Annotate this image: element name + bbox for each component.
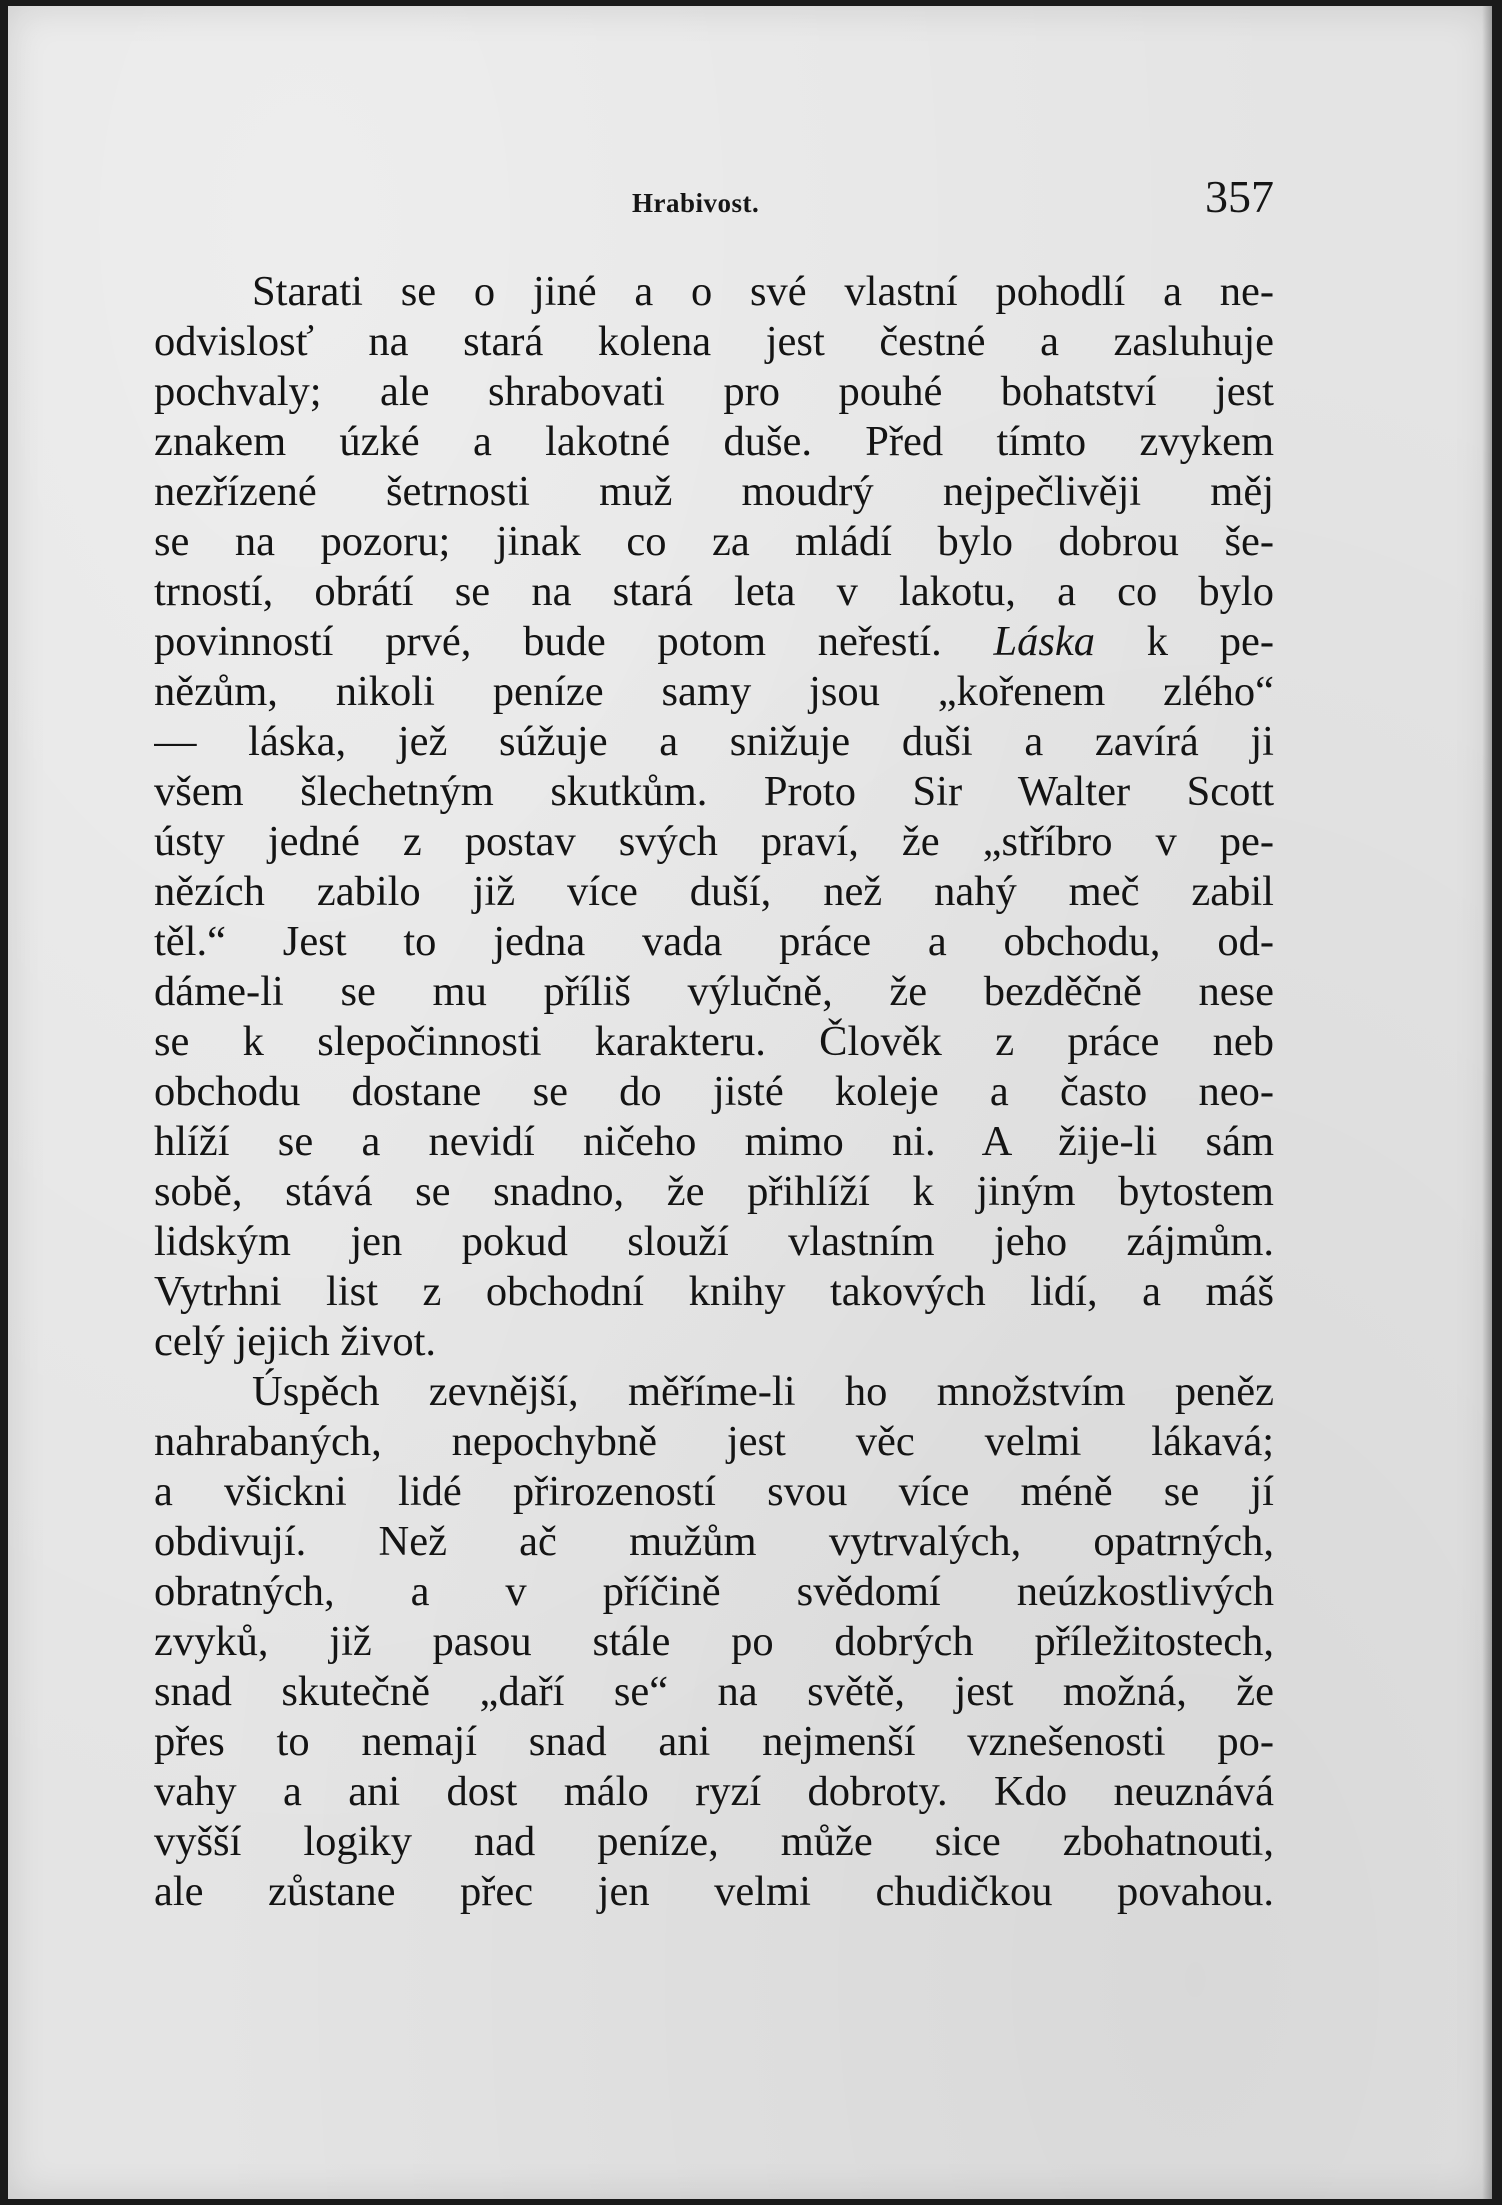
text-line: trností, obrátí se na stará leta v lakotu, a co bylo xyxy=(154,568,1274,615)
emphasized-word: Láska xyxy=(993,618,1095,665)
text-line: se na pozoru; jinak co za mládí bylo dobrou še- xyxy=(154,518,1274,565)
text-line: lidským jen pokud slouží vlastním jeho zájmům. xyxy=(154,1218,1274,1265)
text-line: Úspěch zevnější, měříme-li ho množstvím peněz xyxy=(252,1368,1274,1415)
text-line: — láska, jež súžuje a snižuje duši a zavírá ji xyxy=(154,718,1274,765)
text-segment: k pe- xyxy=(1146,618,1274,665)
text-line: hlíží se a nevidí ničeho mimo ni. A žije-li sám xyxy=(154,1118,1274,1165)
text-line: a všickni lidé přirozeností svou více méně se jí xyxy=(154,1468,1274,1515)
text-line: obratných, a v příčině svědomí neúzkostlivých xyxy=(154,1568,1274,1615)
text-line: Vytrhni list z obchodní knihy takových lidí, a máš xyxy=(154,1268,1274,1315)
page-edge-shadow xyxy=(1482,6,1492,2199)
text-line: pochvaly; ale shrabovati pro pouhé bohatství jest xyxy=(154,368,1274,415)
text-segment: povinností prvé, bude potom neřestí. xyxy=(154,618,942,665)
text-line: ale zůstane přec jen velmi chudičkou povahou. xyxy=(154,1868,1274,1915)
book-page xyxy=(8,6,1492,2199)
text-line: dáme-li se mu příliš výlučně, že bezděčně nese xyxy=(154,968,1274,1015)
text-line: se k slepočinnosti karakteru. Člověk z práce neb xyxy=(154,1018,1274,1065)
text-line: snad skutečně „daří se“ na světě, jest možná, že xyxy=(154,1668,1274,1715)
text-line: celý jejich život. xyxy=(154,1318,437,1365)
text-line: vyšší logiky nad peníze, může sice zbohatnouti, xyxy=(154,1818,1274,1865)
text-line: vahy a ani dost málo ryzí dobroty. Kdo neuznává xyxy=(154,1768,1274,1815)
text-line: sobě, stává se snadno, že přihlíží k jiným bytostem xyxy=(154,1168,1274,1215)
text-line: znakem úzké a lakotné duše. Před tímto zvykem xyxy=(154,418,1274,465)
text-line: přes to nemají snad ani nejmenší vznešenosti po- xyxy=(154,1718,1274,1765)
text-line: nězích zabilo již více duší, než nahý meč zabil xyxy=(154,868,1274,915)
running-title: Hrabivost. xyxy=(632,188,760,218)
body-text xyxy=(154,267,1274,1917)
page-header xyxy=(154,171,1274,230)
text-line: odvislosť na stará kolena jest čestné a zasluhuje xyxy=(154,318,1274,365)
text-line: těl.“ Jest to jedna vada práce a obchodu, od- xyxy=(154,918,1274,965)
paragraph-2 xyxy=(154,1367,1274,1917)
text-line: Starati se o jiné a o své vlastní pohodlí a ne- xyxy=(252,268,1274,315)
text-line: nězům, nikoli peníze samy jsou „kořenem zlého“ xyxy=(154,668,1274,715)
text-line: všem šlechetným skutkům. Proto Sir Walter Scott xyxy=(154,768,1274,815)
paragraph-1 xyxy=(154,267,1274,1367)
text-line: ústy jedné z postav svých praví, že „stříbro v pe- xyxy=(154,818,1274,865)
text-line: zvyků, již pasou stále po dobrých příležitostech, xyxy=(154,1618,1274,1665)
text-line: obdivují. Než ač mužům vytrvalých, opatrných, xyxy=(154,1518,1274,1565)
text-line: nezřízené šetrnosti muž moudrý nejpečlivěji měj xyxy=(154,468,1274,515)
page-number: 357 xyxy=(1205,171,1274,222)
text-line: obchodu dostane se do jisté koleje a často neo- xyxy=(154,1068,1274,1115)
text-line: nahrabaných, nepochybně jest věc velmi lákavá; xyxy=(154,1418,1274,1465)
text-line-with-emphasis xyxy=(154,617,1274,667)
